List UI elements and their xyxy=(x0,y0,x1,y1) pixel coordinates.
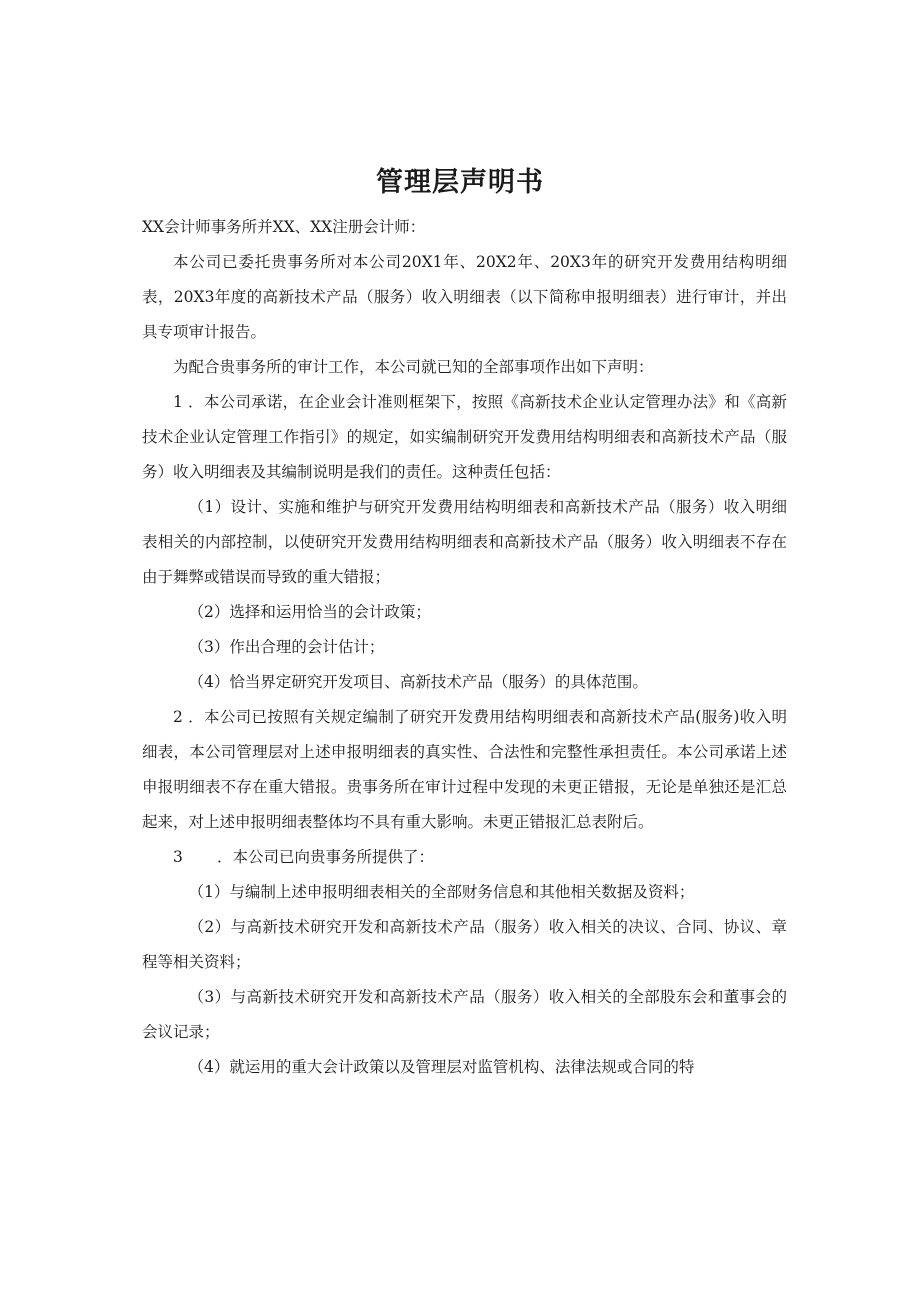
item-1-sub-3: （3）作出合理的会计估计； xyxy=(188,638,385,656)
item-2: 2 ．本公司已按照有关规定编制了研究开发费用结构明细表和高新技术产品(服务)收入明细表，本公司管理层对上述申报明细表的真实性、合法性和完整性承担责任。本公司承诺上述申报明细表不存在重大错报。贵事务所在审计过程中发现的未更正错报，无论是单独还是汇总起来，对上述申报明细表整体均不具有重大影响。未更正错报汇总表附后。 xyxy=(142,708,787,831)
item-1-sub-1: （1）设计、实施和维护与研究开发费用结构明细表和高新技术产品（服务）收入明细表相关的内部控制，以使研究开发费用结构明细表和高新技术产品（服务）收入明细表不存在由于舞弊或错误而导致的重大错报； xyxy=(142,498,787,586)
item-3-sub-3: （3）与高新技术研究开发和高新技术产品（服务）收入相关的全部股东会和董事会的会议记录； xyxy=(142,988,787,1041)
item-3-text: ．本公司已向贵事务所提供了： xyxy=(216,848,434,866)
lead-paragraph: 为配合贵事务所的审计工作，本公司就已知的全部事项作出如下声明： xyxy=(173,358,654,376)
item-3-sub-1: （1）与编制上述申报明细表相关的全部财务信息和其他相关数据及资料； xyxy=(188,883,695,901)
document-title: 管理层声明书 xyxy=(376,167,544,198)
item-3-sub-4: （4）就运用的重大会计政策以及管理层对监管机构、法律法规或合同的特 xyxy=(188,1058,695,1076)
item-3 xyxy=(142,840,787,875)
document-body xyxy=(142,210,787,1085)
intro-paragraph: 本公司已委托贵事务所对本公司20X1年、20X2年、20X3年的研究开发费用结构明细表，20X3年度的高新技术产品（服务）收入明细表（以下简称申报明细表）进行审计，并出具专项审计报告。 xyxy=(142,253,787,341)
item-3-sub-2: （2）与高新技术研究开发和高新技术产品（服务）收入相关的决议、合同、协议、章程等相关资料； xyxy=(142,918,787,971)
item-1-sub-4: （4）恰当界定研究开发项目、高新技术产品（服务）的具体范围。 xyxy=(188,673,648,691)
salutation: XX会计师事务所并XX、XX注册会计师： xyxy=(142,218,426,236)
item-3-number: 3 xyxy=(173,848,183,866)
item-1: 1 ．本公司承诺，在企业会计准则框架下，按照《高新技术企业认定管理办法》和《高新技术企业认定管理工作指引》的规定，如实编制研究开发费用结构明细表和高新技术产品（服务）收入明细表及其编制说明是我们的责任。这种责任包括： xyxy=(142,393,787,481)
item-1-sub-2: （2）选择和运用恰当的会计政策； xyxy=(188,603,431,621)
